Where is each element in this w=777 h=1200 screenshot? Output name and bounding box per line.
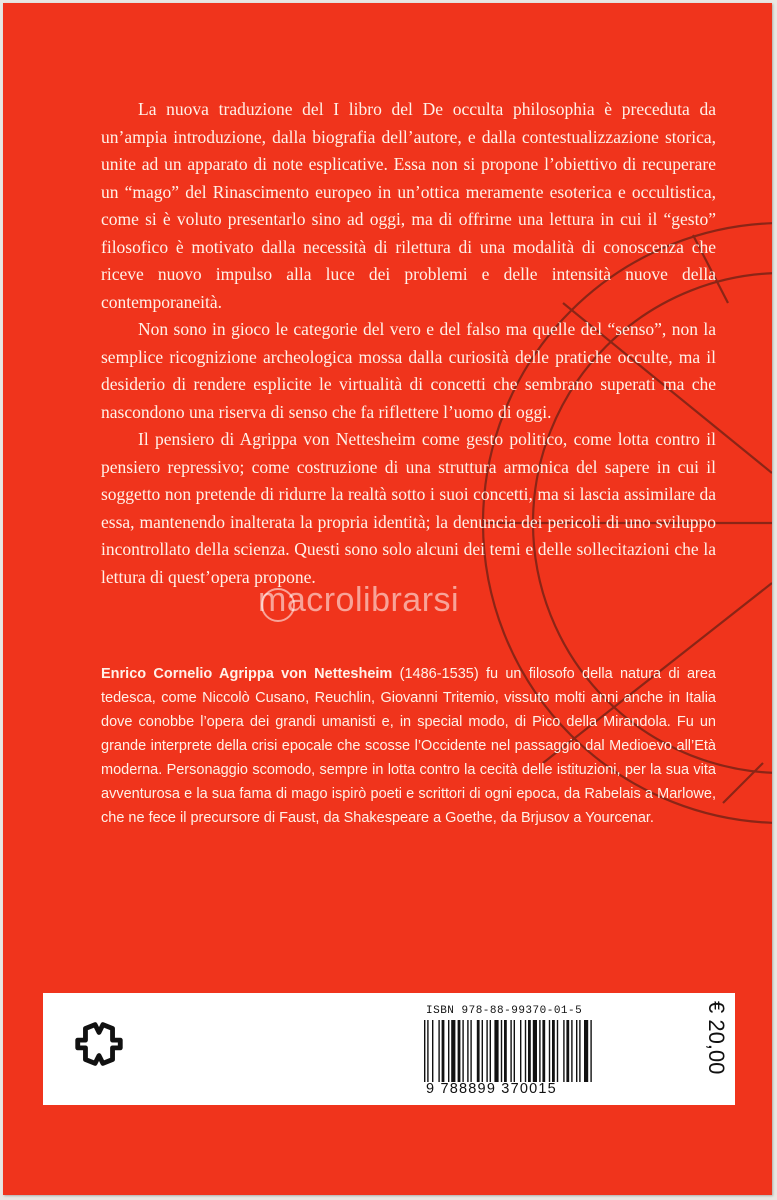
price-container [703,999,733,1099]
price: € 20,00 [704,1001,729,1075]
publisher-logo-icon [70,1015,128,1073]
watermark: macrolibrarsi [258,581,460,619]
isbn-label: ISBN 978-88-99370-01-5 [426,1005,583,1017]
barcode [424,1020,652,1082]
barcode-digits: 9 788899 370015 [426,1081,557,1097]
book-back-cover [3,3,772,1195]
blurb-paragraph-3: Il pensiero di Agrippa von Nettesheim come gesto politico, come lotta contro il pensiero repressivo; come costruzione di una struttura armonica del sapere in cui il soggetto non pretende di ridurre la realtà sotto i suoi concetti, ma si lascia assimilare da essa, mantenendo inalterata la propria identità; la denuncia dei pericoli di uno sviluppo incontrollato della scienza. Questi sono solo alcuni dei temi e delle sollecitazioni che la lettura di quest’opera propone. [101,429,716,587]
book-blurb [101,96,716,591]
blurb-paragraph-2: Non sono in gioco le categorie del vero e del falso ma quelle del “senso”, non la semplice ricognizione archeologica mossa dalla curiosità delle pratiche occulte, ma il desiderio di rendere esplicite le virtualità di concetti che sembrano superati ma che nascondono una riserva di senso che fa riflettere l’uomo di oggi. [101,319,716,422]
author-name: Enrico Cornelio Agrippa von Nettesheim [101,666,393,682]
barcode-panel [43,993,735,1105]
blurb-paragraph-1: La nuova traduzione del I libro del De occulta philosophia è preceduta da un’ampia introduzione, dalla biografia dell’autore, e dalla contestualizzazione storica, unite ad un apparato di note esplicative. Essa non si propone l’obiettivo di recuperare un “mago” del Rinascimento europeo in un’ottica meramente esoterica e occultistica, come si è voluto presentarlo sino ad oggi, ma di offrirne una lettura in cui il “gesto” filosofico è motivato dalla necessità di rilettura di una modalità di conoscenza che riceve nuovo impulso alla luce dei problemi e delle intensità nuove della contemporaneità. [101,99,716,312]
author-bio-text: (1486-1535) fu un filosofo della natura di area tedesca, come Niccolò Cusano, Reuchlin, Giovanni Tritemio, vissuto molti anni anche in Italia dove conobbe l’opera dei grandi umanisti e, in special modo, di Pico della Mirandola. Fu un grande interprete della crisi epocale che scosse l’Occidente nel passaggio dal Medioevo all’Età moderna. Personaggio scomodo, sempre in lotta contro la cecità delle istituzioni, per la sua vita avventurosa e la sua fama di mago ispirò poeti e scrittori di ogni epoca, da Rabelais a Marlowe, che ne fece il precursore di Faust, da Shakespeare a Goethe, da Brjusov a Yourcenar. [101,666,717,826]
author-bio [101,662,716,830]
